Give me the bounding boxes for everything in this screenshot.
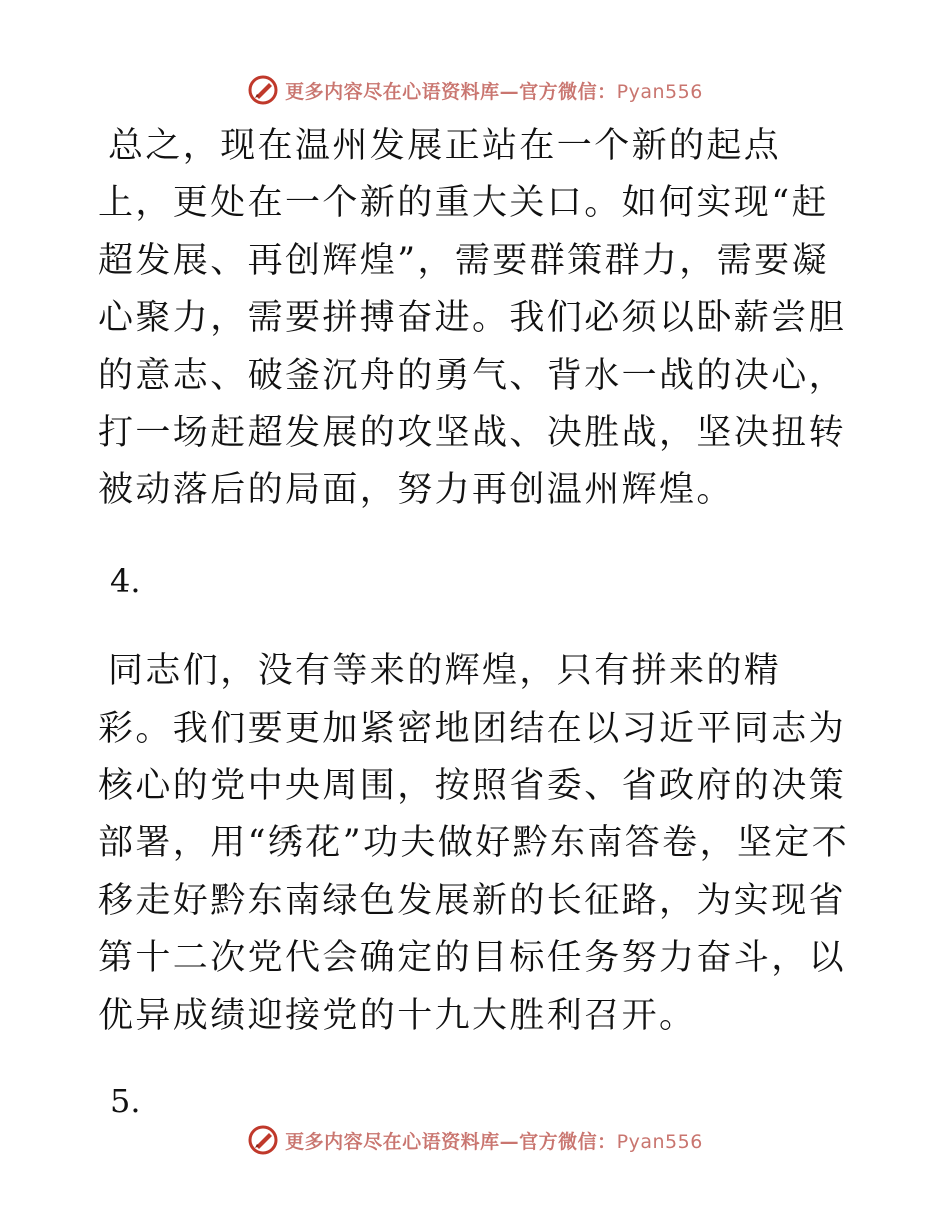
document-body: [98, 118, 850, 1131]
pen-logo-icon: [247, 74, 279, 106]
banner-text: [285, 77, 703, 104]
banner-text: [285, 1127, 703, 1154]
section-number-5: 5.: [110, 1082, 141, 1121]
paragraph-2: 同志们，没有等来的辉煌，只有拼来的精彩。我们要更加紧密地团结在以习近平同志为核心的党中央周围，按照省委、省政府的决策部署，用“绣花”功夫做好黔东南答卷，坚定不移走好黔东南绿色发展新的长征路，为实现省第十二次党代会确定的目标任务努力奋斗，以优异成绩迎接党的十九大胜利召开。: [98, 651, 850, 1036]
pen-logo-icon: [247, 1124, 279, 1156]
section-number-4: 4.: [110, 561, 141, 600]
banner-wechat-id: Pyan556: [616, 1130, 703, 1153]
header-banner: [0, 70, 950, 110]
banner-text-cn: 更多内容尽在心语资料库—官方微信：: [285, 80, 617, 103]
banner-text-cn: 更多内容尽在心语资料库—官方微信：: [285, 1130, 617, 1153]
banner-wechat-id: Pyan556: [616, 80, 703, 103]
paragraph-1: 总之，现在温州发展正站在一个新的起点上，更处在一个新的重大关口。如何实现“赶超发展、再创辉煌”，需要群策群力，需要凝心聚力，需要拼搏奋进。我们必须以卧薪尝胆的意志、破釜沉舟的勇气、背水一战的决心，打一场赶超发展的攻坚战、决胜战，坚决扭转被动落后的局面，努力再创温州辉煌。: [98, 126, 847, 511]
footer-banner: [0, 1120, 950, 1160]
